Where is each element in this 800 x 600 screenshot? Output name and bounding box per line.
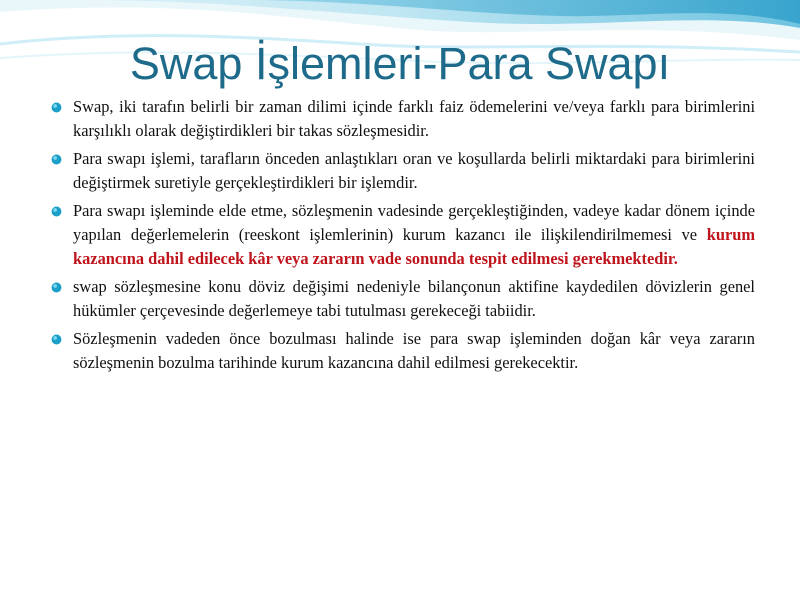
circle-bullet-icon [51,102,62,113]
bullet-text: Swap, iki tarafın belirli bir zaman dilimi içinde farklı faiz ödemelerini ve/veya farklı para birimlerini karşılıklı olarak değiştirdikleri bir takas sözleşmesidir. [73,97,755,140]
bullet-item-4 [49,275,755,323]
bullet-text: Para swapı işlemi, tarafların önceden anlaştıkları oran ve koşullarda belirli miktardaki para birimlerini değiştirmek suretiyle gerçekleştirdikleri bir işlemdir. [73,149,755,192]
bullet-text: swap sözleşmesine konu döviz değişimi nedeniyle bilançonun aktifine kaydedilen dövizlerin genel hükümler çerçevesinde değerlemeye tabi tutulması gerekeceği tabiidir. [73,277,755,320]
circle-bullet-icon [51,282,62,293]
circle-bullet-icon [51,206,62,217]
bullet-item-2 [49,147,755,195]
bullet-text: Para swapı işleminde elde etme, sözleşmenin vadesinde gerçekleştiğinden, vadeye kadar dönem içinde yapılan değerlemelerin (reeskont işlemlerinin) kurum kazancı ile ilişkilendirilmemesi ve [73,201,755,244]
bullet-item-3 [49,199,755,271]
bullet-highlight-text: kurum kazancına dahil edilecek kâr veya zararın vade sonunda tespit edilmesi gerekmektedir. [73,225,755,268]
circle-bullet-icon [51,334,62,345]
bullet-item-1 [49,95,755,143]
bullet-text: Sözleşmenin vadeden önce bozulması halinde ise para swap işleminden doğan kâr veya zararın sözleşmenin bozulma tarihinde kurum kazancına dahil edilmesi gerekecektir. [73,329,755,372]
bullet-list [49,95,755,379]
bullet-item-5 [49,327,755,375]
circle-bullet-icon [51,154,62,165]
slide-title: Swap İşlemleri-Para Swapı [129,38,671,89]
